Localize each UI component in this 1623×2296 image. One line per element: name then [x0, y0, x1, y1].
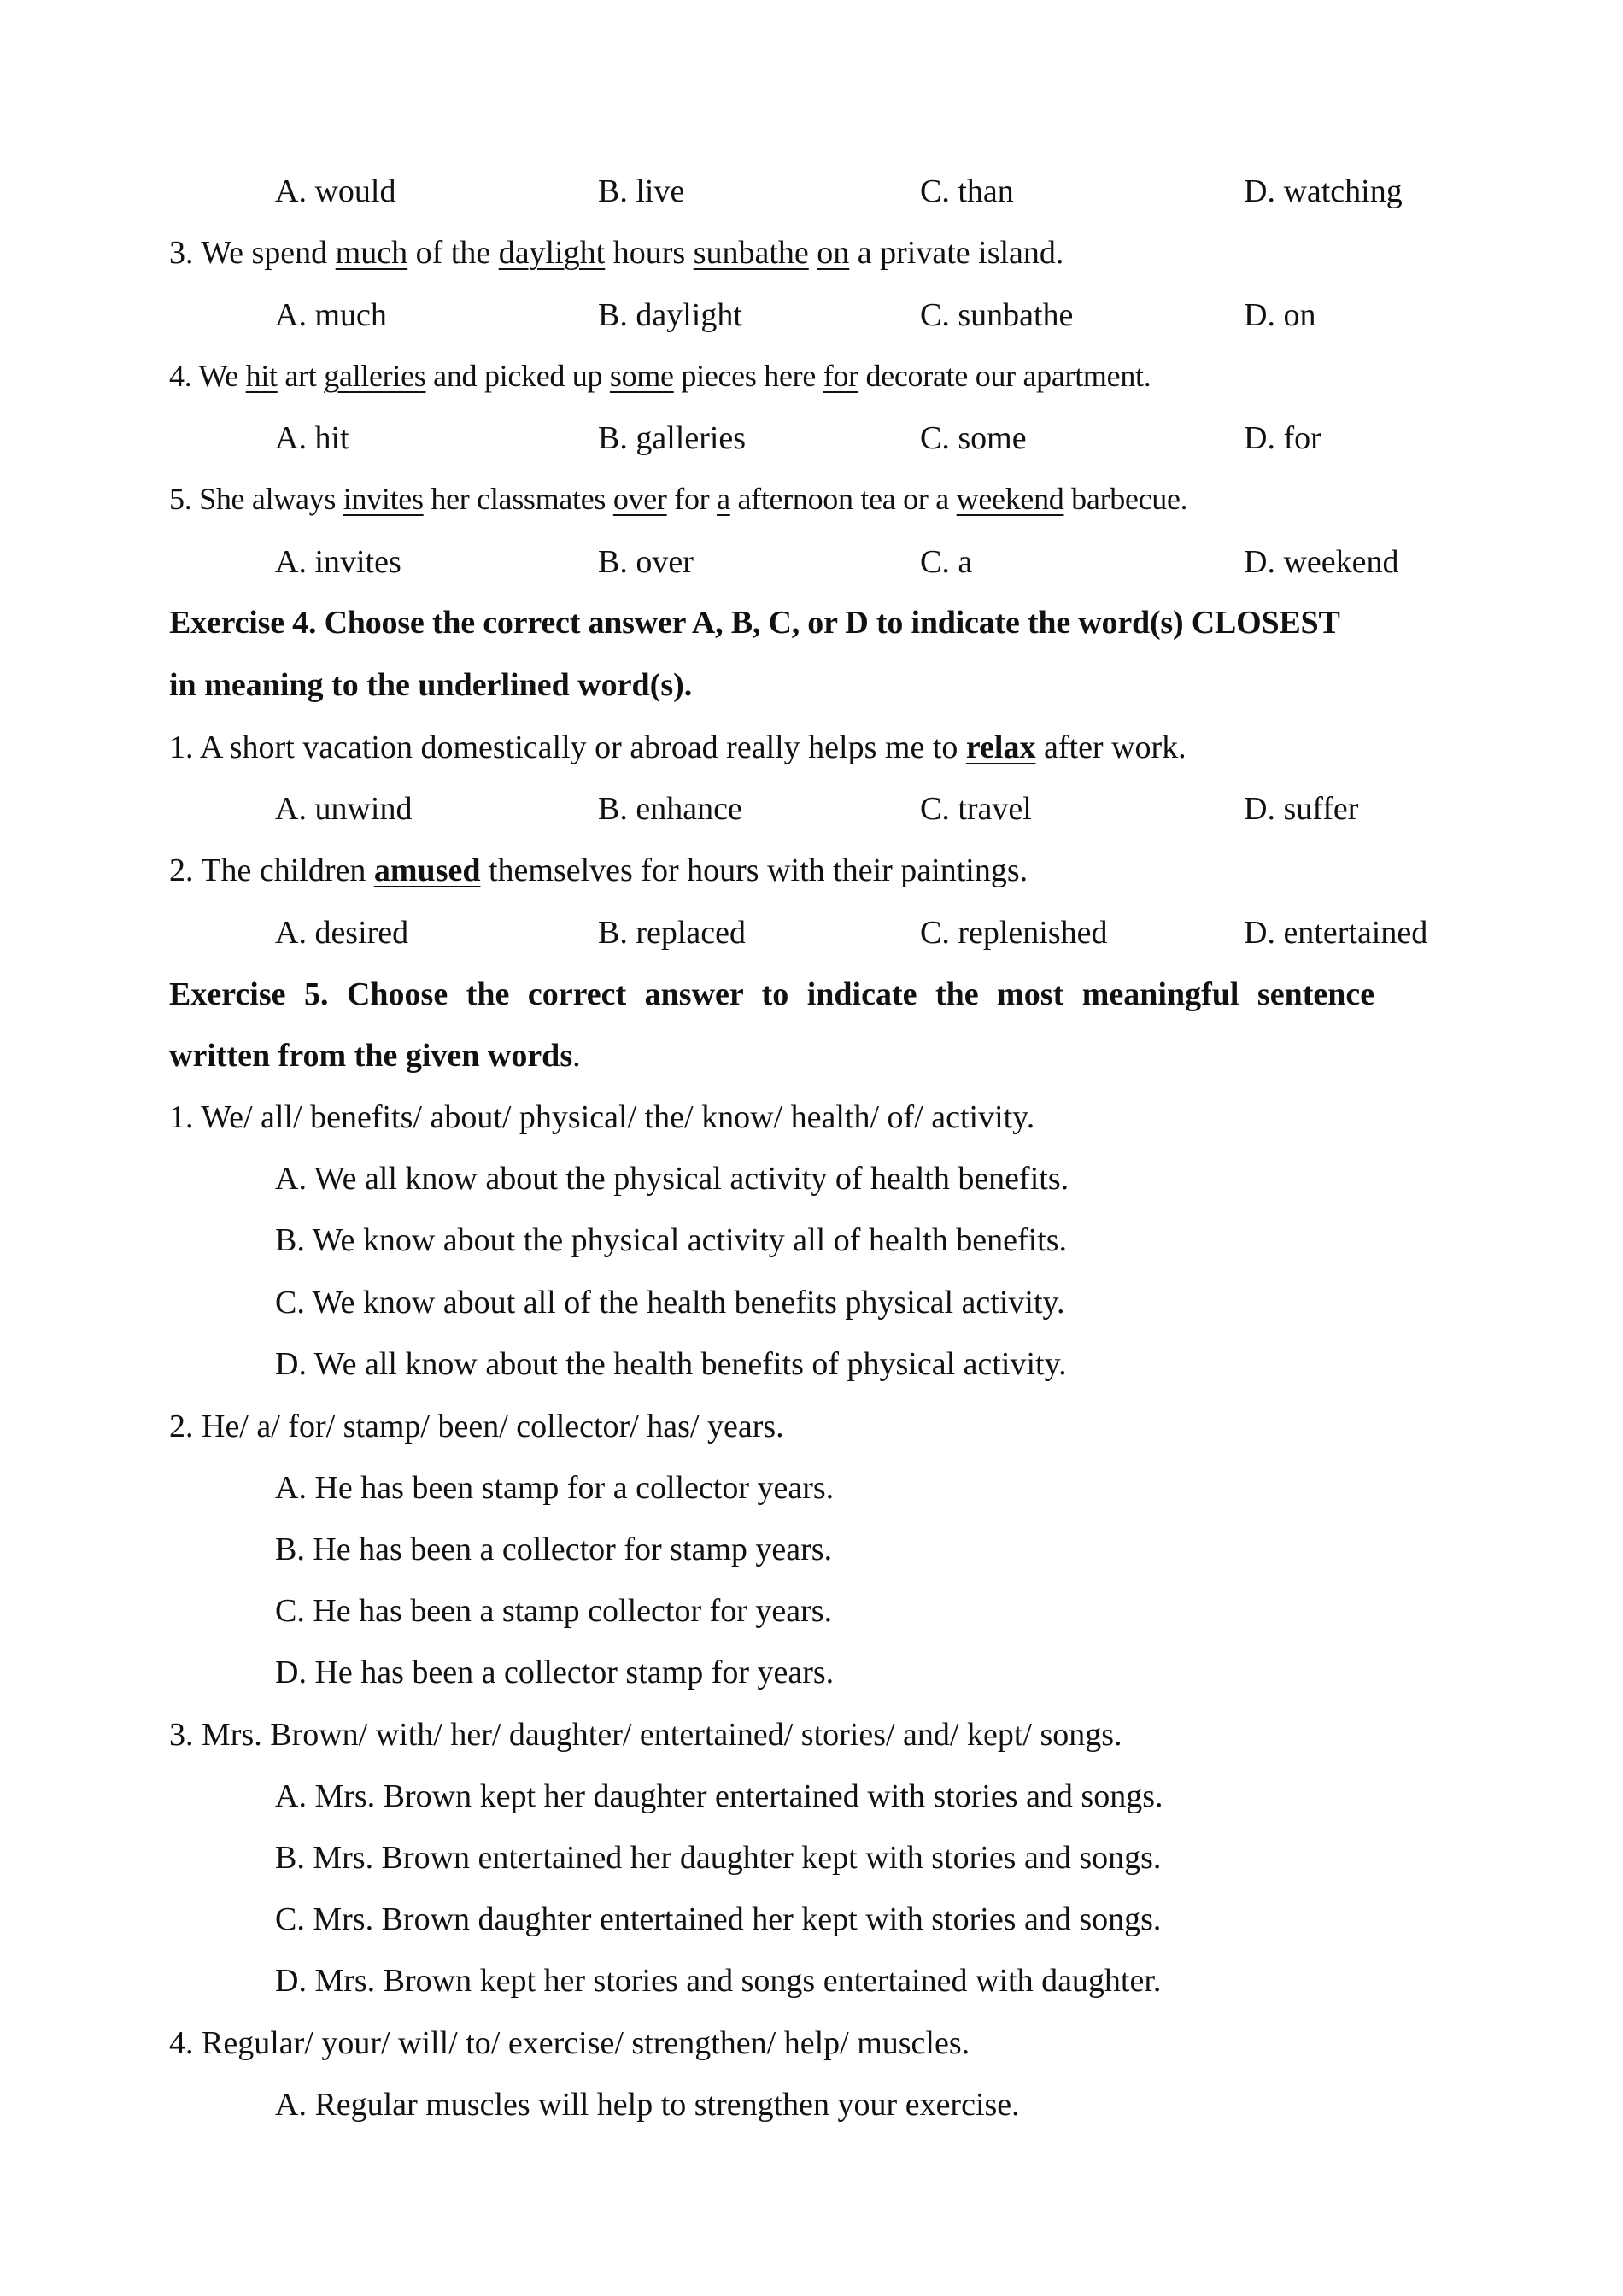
- underlined-word: over: [612, 482, 667, 516]
- option-a: A. He has been stamp for a collector years.: [275, 1470, 835, 1506]
- option-b: B. enhance: [598, 791, 742, 827]
- option-d: D. for: [1244, 420, 1321, 456]
- question-text: art: [277, 359, 325, 393]
- option-c: C. replenished: [920, 915, 1108, 951]
- ex5-question-4: 4. Regular/ your/ will/ to/ exercise/ strengthen/ help/ muscles.: [169, 2025, 970, 2061]
- underlined-word: hit: [245, 359, 278, 393]
- option-c: C. He has been a stamp collector for years.: [275, 1593, 833, 1629]
- underlined-key-word: amused: [373, 852, 481, 888]
- option-c: C. than: [920, 173, 1014, 209]
- option-d: D. We all know about the health benefits of physical activity.: [275, 1346, 1067, 1382]
- underlined-word: on: [817, 235, 850, 271]
- option-a: A. would: [275, 173, 396, 209]
- question-text: decorate our apartment.: [858, 359, 1151, 393]
- question-text: 3. We spend: [169, 235, 336, 271]
- ex3-question-4: [169, 360, 1151, 391]
- question-text: 2. The children: [169, 852, 374, 888]
- question-text: pieces here: [673, 359, 823, 393]
- ex4-question-1: [169, 731, 1186, 764]
- question-text: [809, 235, 817, 271]
- option-c: C. a: [920, 544, 973, 580]
- option-a: A. Regular muscles will help to strengthen your exercise.: [275, 2087, 1020, 2123]
- question-text: 1. A short vacation domestically or abroad really helps me to: [169, 729, 966, 765]
- underlined-word: weekend: [956, 482, 1064, 516]
- option-d: D. weekend: [1244, 544, 1399, 580]
- option-c: C. Mrs. Brown daughter entertained her kept with stories and songs.: [275, 1901, 1162, 1937]
- option-b: B. replaced: [598, 915, 747, 951]
- ex3-question-5: [169, 483, 1187, 514]
- option-c: C. some: [920, 420, 1027, 456]
- option-c: C. We know about all of the health benefits physical activity.: [275, 1285, 1065, 1321]
- ex5-question-2: 2. He/ a/ for/ stamp/ been/ collector/ has/ years.: [169, 1409, 784, 1444]
- question-text: hours: [605, 235, 694, 271]
- ex5-question-3: 3. Mrs. Brown/ with/ her/ daughter/ entertained/ stories/ and/ kept/ songs.: [169, 1717, 1122, 1753]
- option-c: C. sunbathe: [920, 297, 1074, 333]
- option-b: B. Mrs. Brown entertained her daughter kept with stories and songs.: [275, 1840, 1162, 1876]
- question-text: themselves for hours with their paintings.: [480, 852, 1028, 888]
- question-text: a private island.: [849, 235, 1064, 271]
- underlined-word: much: [335, 235, 408, 271]
- underlined-key-word: relax: [965, 729, 1036, 765]
- option-c: C. travel: [920, 791, 1032, 827]
- question-text: 4. We: [169, 359, 246, 393]
- question-text: her classmates: [423, 482, 613, 516]
- underlined-word: some: [609, 359, 674, 393]
- heading-period: .: [572, 1038, 581, 1074]
- option-a: A. unwind: [275, 791, 413, 827]
- question-text: after work.: [1035, 729, 1186, 765]
- underlined-word: invites: [343, 482, 424, 516]
- underlined-word: daylight: [498, 235, 606, 271]
- option-a: A. hit: [275, 420, 349, 456]
- option-b: B. daylight: [598, 297, 742, 333]
- underlined-word: sunbathe: [693, 235, 809, 271]
- ex3-question-3: [169, 237, 1063, 269]
- option-b: B. He has been a collector for stamp years.: [275, 1532, 833, 1567]
- option-d: D. Mrs. Brown kept her stories and songs entertained with daughter.: [275, 1963, 1162, 1999]
- ex5-question-1: 1. We/ all/ benefits/ about/ physical/ the/ know/ health/ of/ activity.: [169, 1099, 1035, 1135]
- option-a: A. Mrs. Brown kept her daughter entertained with stories and songs.: [275, 1778, 1163, 1814]
- exercise-4-heading-line2: in meaning to the underlined word(s).: [169, 667, 693, 703]
- option-b: B. We know about the physical activity all of health benefits.: [275, 1222, 1068, 1258]
- option-a: A. We all know about the physical activity of health benefits.: [275, 1161, 1069, 1197]
- option-a: A. much: [275, 297, 387, 333]
- underlined-word: a: [717, 482, 730, 516]
- question-text: for: [666, 482, 718, 516]
- option-a: A. invites: [275, 544, 401, 580]
- exercise-5-heading: [169, 978, 1462, 1010]
- option-d: D. on: [1244, 297, 1316, 333]
- exercise-4-heading: Exercise 4. Choose the correct answer A, B, C, or D to indicate the word(s) CLOSEST: [169, 605, 1340, 641]
- question-text: of the: [407, 235, 499, 271]
- option-d: D. He has been a collector stamp for years.: [275, 1655, 835, 1690]
- option-d: D. suffer: [1244, 791, 1359, 827]
- question-text: 5. She always: [169, 482, 343, 516]
- option-d: D. entertained: [1244, 915, 1428, 951]
- option-b: B. over: [598, 544, 694, 580]
- option-b: B. live: [598, 173, 685, 209]
- question-text: barbecue.: [1063, 482, 1188, 516]
- question-text: afternoon tea or a: [729, 482, 957, 516]
- heading-text: Exercise 5. Choose the correct answer to indicate the most meaningful sentence: [169, 976, 1375, 1012]
- heading-text: written from the given words: [169, 1038, 573, 1074]
- option-a: A. desired: [275, 915, 409, 951]
- option-b: B. galleries: [598, 420, 747, 456]
- ex4-question-2: [169, 854, 1028, 887]
- underlined-word: for: [823, 359, 858, 393]
- option-d: D. watching: [1244, 173, 1403, 209]
- exercise-5-heading-line2: [169, 1040, 581, 1072]
- underlined-word: galleries: [324, 359, 426, 393]
- question-text: and picked up: [425, 359, 610, 393]
